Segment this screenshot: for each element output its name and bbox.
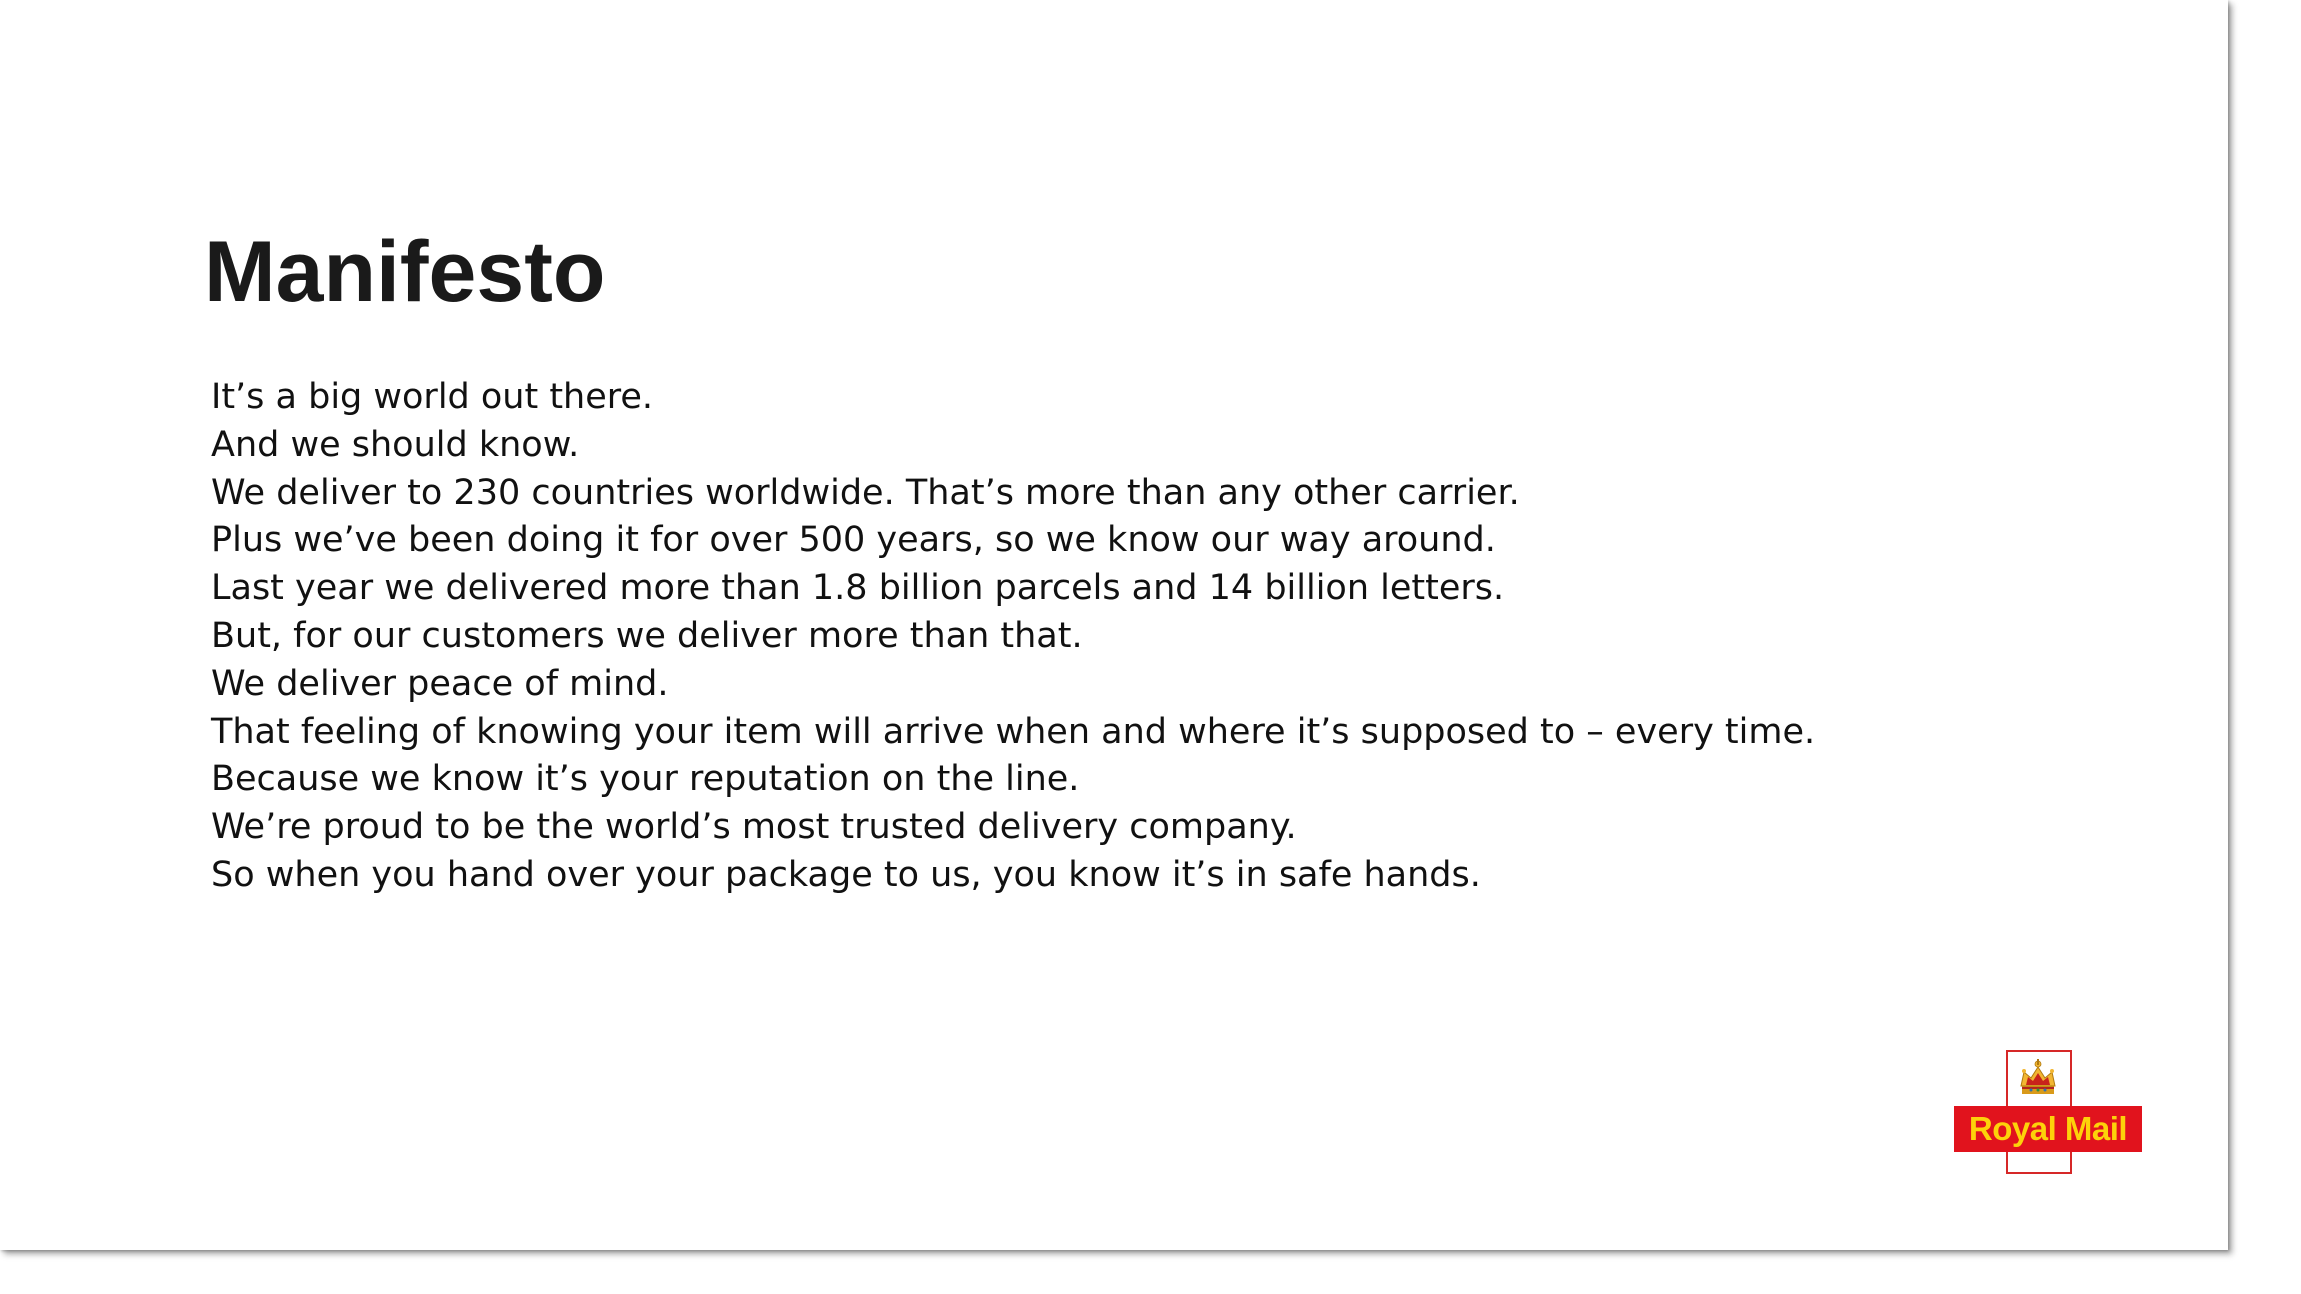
manifesto-line: So when you hand over your package to us, you know it’s in safe hands. — [211, 854, 1481, 895]
manifesto-line: And we should know. — [211, 424, 580, 465]
logo-frame-bottom — [2006, 1152, 2072, 1174]
logo-text: Royal Mail — [1968, 1110, 2128, 1147]
crown-icon — [2016, 1058, 2060, 1098]
manifesto-line: Because we know it’s your reputation on the line. — [211, 759, 1080, 800]
manifesto-text — [211, 374, 1815, 900]
page-title: Manifesto — [204, 224, 606, 320]
manifesto-line: We deliver peace of mind. — [211, 663, 669, 704]
manifesto-line: But, for our customers we deliver more than that. — [211, 615, 1083, 656]
royal-mail-logo — [1954, 1050, 2142, 1174]
manifesto-line: That feeling of knowing your item will arrive when and where it’s supposed to – every time. — [211, 711, 1816, 752]
logo-band — [1954, 1106, 2142, 1152]
manifesto-line: We deliver to 230 countries worldwide. That’s more than any other carrier. — [211, 472, 1520, 513]
manifesto-line: Plus we’ve been doing it for over 500 years, so we know our way around. — [211, 520, 1496, 561]
manifesto-line: It’s a big world out there. — [211, 377, 654, 417]
manifesto-line: We’re proud to be the world’s most trusted delivery company. — [211, 807, 1297, 848]
manifesto-line: Last year we delivered more than 1.8 billion parcels and 14 billion letters. — [211, 568, 1505, 609]
